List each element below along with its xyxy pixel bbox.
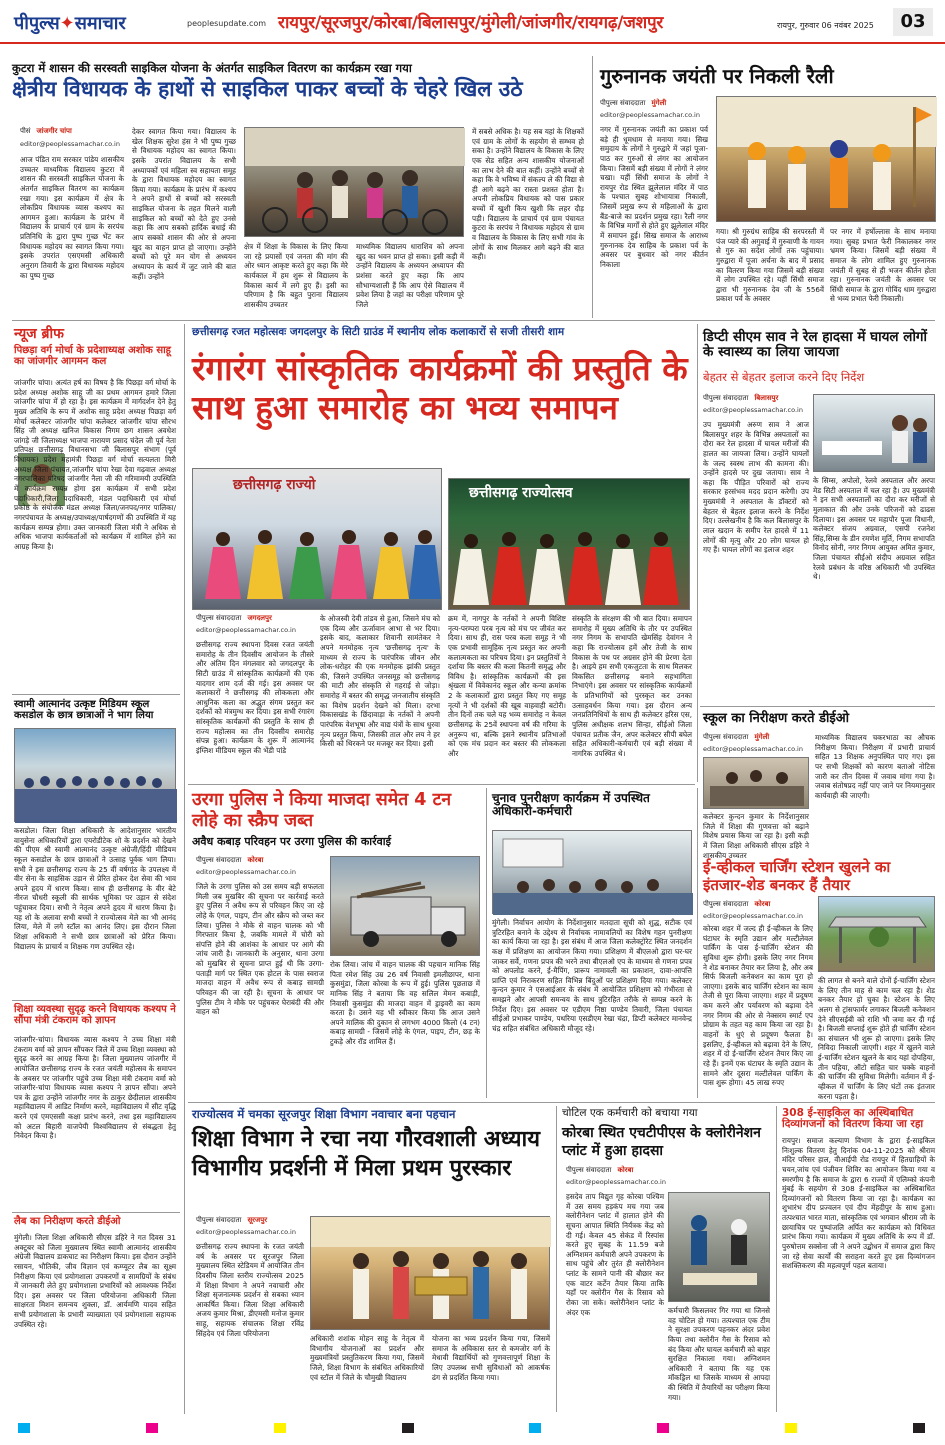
guru-headline: गुरुनानक जयंती पर निकली रैली <box>600 64 834 88</box>
cycle-photo-art <box>245 128 465 238</box>
cycle-headline: क्षेत्रीय विधायक के हाथों से साइकिल पाकर बच्चों के चेहरे खिल उठे <box>12 77 523 102</box>
column-rule <box>184 324 185 1414</box>
cycle-byline <box>20 127 72 136</box>
guru-col-1: नगर में गुरुनानक जयंती का प्रकाश पर्व बड़े ही धूमधाम से मनाया गया। सिख समुदाय के लोगों ने गुरुद्वारे में जहां पूजा-पाठ कर गुरुओं से लंगर का आयोजन किया। जिसमें बड़ी संख्या में लोगों ने लंगर चखा। यहीं सिंधी समाज के लोगों ने रायपुर रोड स्थित झूलेलाल मंदिर में पाठ के पश्चात सुबह शोभायात्रा निकाली, जिसमें प्रमुख रूप से महिलाओं के द्वारा बैंड-बाजे का प्रदर्शन प्रमुख रहा। रैली नगर के विभिन्न मार्गों से होते हुए झूलेलाल मंदिर में समापन हुई। सिख समाज के आराध्य गुरुनानक देव साहिब के प्रकाश पर्व के अवसर पर बुधवार को नगर कीर्तन निकाला <box>600 125 708 269</box>
ev-col-1: कोरबा शहर में जल्द ही ई-व्हीकल के लिए घंटाघर के स्मृति उद्यान और मल्टीलेवल पार्किंग के पास ई-चार्जिंग स्टेशन की सुविधा शुरू होगी। इसके लिए नगर निगम ने शेड बनाकर तैयार कर लिया है, और अब सिर्फ बिजली कनेक्शन का काम पूरा हो जाएगा। इसके बाद चार्जिंग स्टेशन का काम तेजी से पूरा किया जाएगा। शहर में प्रदूषण कम करने और पर्यावरण को बढ़ावा देने नगर निगम की ओर से नेक्सरम स्मार्ट एप प्रोग्राम के तहत यह काम किया जा रहा है। वाहनों के धुएं से प्रदूषण फैलता है। इसलिए, ई-व्हीकल को बढ़ावा देने के लिए, शहर में दो ई-चार्जिंग स्टेशन तैयार किए जा रहे हैं। इनमें एक घंटाघर के स्मृति उद्यान के सामने और दूसरा मल्टीलेवल पार्किंग के पास शुरू होगा। 45 लाख रुपए <box>703 924 813 1088</box>
scrap-photo <box>330 856 480 956</box>
section-rule <box>700 706 935 707</box>
guru-byline <box>600 99 666 108</box>
dycm-email: editor@peoplessamachar.co.in <box>703 406 803 414</box>
school-byline-city: मुंगेली <box>754 733 770 741</box>
charging-shed-art <box>819 897 936 973</box>
election-headline: चुनाव पुनरीक्षण कार्यक्रम में उपस्थित अधिकारी-कर्मचारी <box>492 791 650 818</box>
brief-item-body: मुंगेली। जिला शिक्षा अधिकारी सीएस डहिरे ने गत दिवस 31 अक्टूबर को जिला मुख्यालय स्थित स्वामी आत्मानंद शासकीय अंग्रेजी विद्यालय डाकघाट का निरीक्षण किया। इस दौरान उन्होंने रसायन, भौतिकी, जीव विज्ञान एवं कम्प्यूटर लैब का सूक्ष्म निरीक्षण किया एवं प्रयोगशाला उपकरणों व सामग्रियों के संबंध में जानकारी लेते हुए प्रयोगशाला प्रभारियों को आवश्यक निर्देश दिए। इस अवसर पर जिला परियोजना अधिकारी जिला साक्षरता मिशन समन्वय शुक्ला, डॉ. आर्यमणि यादव सहित सभी प्रयोगशाला के प्रभारी व्याख्याता एवं प्रयोगशाला सहायक उपस्थित रहे। <box>14 1233 176 1329</box>
utsav-col-1: छत्तीसगढ़ राज्य स्थापना दिवस रजत जयंती समारोह के तीन दिवसीय आयोजन के तीसरे और अंतिम दिन मंगलवार को जगदलपुर के सिटी ग्राउंड में सांस्कृतिक कार्यक्रमों की एक यादगार शाम दर्ज की गई। इस अवसर पर कलाकारों ने छत्तीसगढ़ की लोककला और आधुनिक कला का अद्भुत संगम प्रस्तुत कर दर्शकों को मंत्रमुग्ध कर दिया। इस सभी रंगारंग सांस्कृतिक कार्यक्रमों की प्रस्तुति के साथ ही राज्य महोत्सव का तीन दिवसीय समारोह संपन्न हुआ। कार्यक्रम के शुरू में आत्मानंद इंग्लिश मीडियम स्कूल की भेंडी पांडे <box>196 640 314 756</box>
brief-students-photo <box>14 728 176 822</box>
cycle-byline-city: जांजगीर चांपा <box>36 127 72 135</box>
website-link[interactable]: peoplesupdate.com <box>187 19 267 28</box>
brief-item-body: कसडोल। जिला शिक्षा अधिकारी के आदेशानुसार भारतीय वायुसेना अधिकारियों द्वारा एयरोडीटेक शो के प्रदर्शन को देखने की पीएम श्री स्वामी आत्मानंद उत्कृष्ट अंग्रेजी/हिंदी मीडियम स्कूल कसडोल के छात्र छात्राओं ने उत्साह पूर्वक भाग लिया। सभी ने इस छत्तीसगढ़ राज्य के 25 वीं वर्षगांठ के उपलक्ष्य में वीर सेना के साहसिक उड़ान से प्रेरित होकर देश सेवा की भाव अपने हृदय में धारण किया। साथ ही छत्तीसगढ़ के वीर बेटे नीरज चौधरी स्कूली की सार्थक भूमिका पर उड़ान से संदेश पहुंचाकर दिया। सभी ने नेतृत्व अपने हृदय में धारण किया है। यह शो के अलावा सभी बच्चों ने राज्योत्सव मेले का भी आनंद लिया, मेले में लगे स्टॉल का आनंद लिए। इस दौरान जिला शिक्षा अधिकारी ने सभी छात्र छात्राओं को प्रेरित किया। विद्यालय के प्राचार्य व शिक्षक गण उपस्थित रहे। <box>14 826 176 951</box>
school-byline-name: पीपुल्स संवाददाता <box>703 733 749 741</box>
page-number: 03 <box>893 8 933 36</box>
brief-rule <box>12 1212 180 1213</box>
utsav-col-4: संस्कृति के संरक्षण की भी बात दिया। समापन समारोह में मुख्य अतिथि के तौर पर उपस्थित नगर निगम के सभापति खेमसिंह देवांगन ने कहा कि राज्योत्सव हमें और तेजी के साथ विकास के पथ पर अग्रसर होने की प्रेरणा देता है। आइये हम सभी एकजुटता के साथ मिलकर विकसित छत्तीसगढ़ बनाने सहभागिता निभाएंगे। इस अवसर पर सांस्कृतिक कार्यक्रमों के प्रतिभागियों को पुरस्कृत कर उनका उत्साहवर्धन किया गया। इस दौरान अन्य जनप्रतिनिधियों के साथ ही कलेक्टर हरिस एस, पुलिस अधीक्षक शलभ सिन्हा, सीईओ जिला पंचायत प्रतीक जैन, अपर कलेक्टर सीपी बघेल सहित अधिकारी-कर्मचारी एवं बड़ी संख्या में नागरिक उपस्थित थे। <box>572 614 692 758</box>
expo-col-1: छत्तीसगढ़ राज्य स्थापना के रजत जयंती वर्ष के अवसर पर सूरजपुर जिला मुख्यालय स्थित स्टेडियम में आयोजित तीन दिवसीय जिला स्तरीय राज्योत्सव 2025 में शिक्षा विभाग ने अपने नवाचारी और शिक्षा सृजनात्मक प्रदर्शन से सबका ध्यान आकर्षित किया। जिला शिक्षा अधिकारी अजय कुमार मिश्रा, डीएमसी मनोज कुमार साहू, सहायक संचालक शिक्षा रविंद्र सिंहदेव एवं जिला परियोजना <box>196 1242 304 1338</box>
scrap-subhead: अवैध कबाड़ परिवहन पर उरगा पुलिस की कार्रवाई <box>192 835 391 848</box>
chlorine-byline-name: पीपुल्स संवाददाता <box>566 1166 612 1174</box>
brand-logo <box>14 11 126 35</box>
registration-strip <box>18 1423 927 1433</box>
cycle-photo <box>244 127 464 237</box>
dycm-headline: डिप्टी सीएम साव ने रेल हादसा में घायल लोगों के स्वास्थ्य का लिया जायजा <box>703 329 928 360</box>
dycm-byline-name: पीपुल्स संवाददाता <box>703 394 749 402</box>
expo-kicker: राज्योत्सव में चमका सूरजपुर शिक्षा विभाग नवाचार बना पहचान <box>192 1107 456 1121</box>
dycm-subhead: बेहतर से बेहतर इलाज करने दिए निर्देश <box>703 370 865 384</box>
election-col-1: मुंगेली। निर्वाचन आयोग के निर्देशानुसार मतदाता सूची को शुद्ध, सटीक एवं त्रुटिरहित बनाने के उद्देश्य से निर्वाचक नामावलियों का विशेष गहन पुनरीक्षण का कार्य किया जा रहा है। इस संबंध में आज जिला कलेक्ट्रोरेट स्थित जनदर्शन कक्ष में प्रशिक्षण का आयोजन किया गया। प्रशिक्षण में बीएलओ द्वारा घर-घर जाकर सर्वे, गणना प्रपत्र की भरने तथा बीएलओ एप के माध्यम से गणना प्रपत्र को अपलोड करने, ई-मैपिंग, प्रारूप नामावली का प्रकाशन, दावा-आपत्ति प्राप्ति एवं निराकरण सहित विभिन्न बिंदुओं पर प्रशिक्षण दिया गया। कलेक्टर कुन्दन कुमार ने एसआईआर के संबंध में आयोजित प्रशिक्षण को गंभीरता से समझने और आपसी समन्वय के साथ त्रुटिरहित तरीके से सम्पन्न करने के निर्देश दिए। इस अवसर पर एडीएम निष्ठा पाण्डेय तिवारी, जिला पंचायत सीईओ प्रभाकर पाण्डेय, पथरिया एसडीएम रेखा चंद्रा, डिप्टी कलेक्टर मानवेन्द्र चंद्र सहित संबंधित अधिकारी मौजूद रहे। <box>492 918 692 1034</box>
masthead <box>0 0 945 44</box>
cycle-col-1: आज पंडित राम सरकार पांडेय शासकीय उच्चतर माध्यमिक विद्यालय कुटरा में शासन की सरस्वती साइकिल योजना के अंतर्गत साइकिल वितरण का कार्यक्रम रखा गया। इस कार्यक्रम में क्षेत्र के लोकप्रिय विधायक व्यास कश्यप का आगमन हुआ। कार्यक्रम के प्रारंभ में विद्यालय के प्राचार्य एवं ग्राम के सरपंच प्रतिनिधि के द्वारा पुष्प गुच्छ भेंट कर विधायक महोदय का स्वागत किया गया। इसके उपरांत एसएमसी अधिकारी अनुराग तिवारी के द्वारा विधायक महोदय का पुष्प गुच्छ <box>20 155 124 280</box>
magenta-swatch <box>146 1423 158 1433</box>
section-rule <box>12 320 935 321</box>
dycm-byline-city: बिलासपुर <box>754 394 779 402</box>
expo-email: editor@peoplessamachar.co.in <box>196 1228 296 1236</box>
utsav-kicker: छत्तीसगढ़ रजत महोत्सवः जगदलपुर के सिटी ग्राउंड में स्थानीय लोक कलाकारों से सजी तीसरी शाम <box>192 326 565 338</box>
brief-item-body: जांजगीर चांपा। अत्यंत हर्ष का विषय है कि पिछड़ा वर्ग मोर्चा के प्रदेश अध्यक्ष अशोक साहू जी का प्रथम आगमन हमारे जिला जांजगीर चांपा में हो रहा है। इस कार्यक्रम में मार्गदर्शन देने हेतु मुख्य अतिथि के रूप में अशोक साहू प्रदेश अध्यक्ष पिछड़ा वर्ग मोर्चा कलेक्टर जांजगीर चांपा कलेक्टर जांजगीर चांपा सौरभ सिंह जी अध्यक्ष खनिज विकास निगम छग शासन अवधेश जांगड़े जी जिलाध्यक्ष भाजपा नारायण प्रसाद चंदेल जी पूर्व नेता प्रतिपक्ष छत्तीसगढ़ विधानसभा जी बिलासपुर संभाग (पूर्व विधायक) प्रदेश महामंत्री पिछड़ा वर्ग मोर्चा सत्यलता मिरी अध्यक्ष जिला पंचायत,जांजगीर चांपा रेखा देवा गढ़वाल अध्यक्ष नगरपालिका परिषद जांजगीर नैला जी की गरिमामयी उपस्थिति में कार्यक्रम सम्पन्न होगा इस कार्यक्रम में सभी प्रदेश पदाधिकारी,जिला पदाधिकारी, मंडल पदाधिकारी एवं मोर्चा प्रकोष्ठ के संयोजक मंडल अध्यक्ष जिला/जनपद/नगर पालिका/नगरपंचायत के अध्यक्ष/उपाध्यक्ष/पार्षदगणों की उपस्थिति में यह कार्यक्रम सम्पन्न होगा। उक्त जानकारी जिला मंत्री ने अधिक से अधिक भाजपा कार्यकर्ताओं को कार्यक्रम में शामिल होने का आग्रह किया है। <box>14 378 176 551</box>
guru-email: editor@peoplessamachar.co.in <box>600 111 700 119</box>
utsav-photo-left <box>192 468 442 610</box>
column-rule <box>592 56 593 318</box>
utsav-col-3: क्रम में, नागपुर के नर्तकों ने अपनी विशिष्ट नृत्य-परम्परा परब नृत्य को मंच पर जीवंत कर दिया। साथ ही, रास परब कला समूह ने भी एक प्रभावी सामूहिक नृत्य प्रस्तुत कर अपनी कलात्मकता का परिचय दिया। इन प्रस्तुतियों ने दर्शाया कि बस्तर की कला कितनी समृद्ध और विविध है। सांस्कृतिक कार्यक्रमों की इस श्रृंखला में विवेकानंद स्कूल और कन्या क्रमांक 2 के कलाकारों द्वारा प्रस्तुत किए गए समूह नृत्यों ने भी दर्शकों की खूब वाहवाही बटोरी। तीन दिनों तक चले यह भव्य समारोह न केवल छत्तीसगढ़ के 25वें स्थापना वर्ष की गरिमा के अनुरूप था, बल्कि इसने स्थानीय प्रतिभाओं को एक मंच प्रदान कर बस्तर की लोककला और <box>448 614 566 758</box>
scrap-email: editor@peoplessamachar.co.in <box>196 868 296 876</box>
column-rule <box>556 1106 557 1412</box>
guru-photo-art <box>717 97 937 223</box>
utsav-banner-left: छत्तीसगढ़ राज्यो <box>233 477 316 493</box>
cycle308-col-1: रायपुर। समाज कल्याण विभाग के द्वारा ई-साइकिल निःशुल्क वितरण हेतु दिनांक 04-11-2025 को श्रीराम मंदिर परिसर हाल, वीआईपी रोड रायपुर में हितग्राहियों के चयन,जांच एवं पंजीयन शिविर का आयोजन किया गया व स्मरणीय है कि समाज के द्वारा 6 राज्यों में एलिम्को कंपनी मुंबई के सहयोग से 308 ई-साइकिल का अस्थिबाधित दिव्यांगजनों को वितरण किया जा रहा है। कार्यक्रम का शुभारंभ दीप प्रज्वलन एवं दीप मेंहदीपुर के साथ हुआ। तत्पश्चात भारत माता, सांस्कृतिक एवं भगवान श्रीराम जी के छायाचित्र पर पुष्पांजलि अर्पित कर कार्यक्रम को विधिवत प्रारंभ किया गया। कार्यक्रम में मुख्य अतिथि के रूप में डॉ. पुरुषोत्तम सक्सेना जी ने अपने उद्बोधन में समाज द्वारा किए जा रहे सेवा कार्यों की सराहना करते हुए इस दिव्यांगजन सशक्तिकरण की महत्वपूर्ण पहल बताया। <box>782 1136 935 1271</box>
scrap-col-2: रोक लिया। जांच में वाहन चालक की पहचान मानिक सिंह पिता रमेश सिंह उम्र 26 वर्ष निवासी इमलीछापर, थाना कुसमुंडा, जिला कोरबा के रूप में हुई। पुलिस पूछताछ में मानिक सिंह ने बताया कि वह सलिल मेमन कबाड़ी, निवासी कुसमुंडा की माजदा वाहन में ड्राइवरी का काम करता है। उसने यह भी स्वीकार किया कि आज उसने अपने मालिक की दुकान से लगभग 4000 किलो (4 टन) कबाड़ सामग्री - जिसमें लोहे के एंगल, पाइप, टीन, छड़ के टुकड़े और रॉड शामिल हैं। <box>330 960 480 1047</box>
school-col-2: माध्यमिक विद्यालय चकरभाठा का औचक निरीक्षण किया। निरीक्षण में प्रभारी प्राचार्य सहित 13 शिक्षक अनुपस्थित पाए गए। इस पर सभी शिक्षकों को कारण बताओ नोटिस जारी कर तीन दिवस में जवाब मांगा गया है। जवाब संतोषप्रद नहीं पाए जाने पर नियमानुसार कार्यवाही की जाएगी। <box>815 733 935 800</box>
brief-item-title: स्वामी आत्मानंद उत्कृष्ट मिडियम स्कूल कसडोल के छात्र छात्राओं ने भाग लिया <box>14 699 154 721</box>
black-swatch <box>402 1423 414 1433</box>
column-rule <box>776 1106 777 1412</box>
chlorine-byline <box>566 1166 633 1175</box>
column-rule <box>486 788 487 1098</box>
ev-photo <box>818 896 935 972</box>
chlorine-email: editor@peoplessamachar.co.in <box>566 1178 666 1186</box>
cycle-kicker: कुटरा में शासन की सरस्वती साइकिल योजना के अंतर्गत साइकिल वितरण का कार्यक्रम रखा गया <box>12 61 412 75</box>
utsav-byline-name: पीपुल्स संवाददाता <box>196 614 242 622</box>
cycle308-headline: 308 ई-साइकिल का अस्थिबाधित दिव्यांगजनों को वितरण किया जा रहा <box>782 1107 924 1131</box>
guru-byline-city: मुंगेली <box>651 99 667 107</box>
cycle-story <box>12 62 590 101</box>
black-swatch <box>913 1423 925 1433</box>
brief-item-title: पिछड़ा वर्ग मोर्चा के प्रदेशाध्यक्ष अशोक साहू का जांजगीर आगमन कल <box>14 345 171 367</box>
ev-col-2: की लागत से बनने वाले दोनों ई-चार्जिंग स्टेशन के लिए तीन माह से काम चल रहा है। शेड बनकर तैयार हो चुका है। स्टेशन के लिए अलग से ट्रांसफार्मर लगाकर बिजली कनेक्शन देने सीएसईबी को राशि भी जमा कर दी गई है। बिजली सप्लाई शुरू होते ही चार्जिंग स्टेशन का संचालन भी शुरू हो जाएगा। इसके लिए निविदा निकाली जाएगी। शहर में खुलने वाले ई-चार्जिंग स्टेशन खुलने के बाद यहां दोपहिया, तीन पहिया, ऑटो सहित चार चक्के वाहनों की चार्जिंग की सुविधा मिलेगी। वर्तमान में ई-व्हीकल में चार्जिंग के लिए घंटों तक इंतजार करना पड़ता है। <box>818 976 935 1101</box>
utsav-email: editor@peoplessamachar.co.in <box>196 626 296 634</box>
brief-item-body: जांजगीर-चांपा। विधायक व्यास कश्यप ने उच्च शिक्षा मंत्री टंकराम वर्मा को ज्ञापन सौंपकर जिले में उच्च शिक्षा व्यवस्था को सुदृढ़ करने का आग्रह किया है। जिला मुख्यालय जांजगीर में आयोजित छत्तीसगढ़ राज्य के रजत जयंती महोत्सव के समापन के अवसर पर जांजगीर पहुंचे उच्च शिक्षा मंत्री टंकराम वर्मा को जांजगीर-चांपा विधायक व्यास कश्यप ने ज्ञापन सौंपा। अपने पत्र के द्वारा उन्होंने जांजगीर नगर के ठाकुर छेदीलाल शासकीय महाविद्यालय में आडिट निर्माण करने, महाविद्यालय में सीट वृद्धि करने एवं एमएससी कक्षा प्रारंभ करने, तथा इस महाविद्यालय को अटल बिहारी वाजपेयी विश्वविद्यालय से संबद्धता हेतु निवेदन किया है। <box>14 1035 176 1141</box>
school-col-1: कलेक्टर कुन्दन कुमार के निर्देशानुसार जिले में शिक्षा की गुणवत्ता को बढ़ाने विशेष प्रयास किया जा रहा है। इसी कड़ी में जिला शिक्षा अधिकारी सीएस डहिरे ने शासकीय उच्चतर <box>703 812 809 860</box>
utsav-byline <box>196 614 272 623</box>
brief-tag: न्यूज ब्रीफ <box>14 326 64 342</box>
guru-photo <box>716 96 936 222</box>
ev-headline: ई-व्हीकल चार्जिंग स्टेशन खुलने का इंतजार-शेड बनकर हैं तैयार <box>703 858 891 894</box>
cycle-col-5: में सबसे अधिक है। यह सब यहां के शिक्षकों एवं ग्राम के लोगों के सहयोग से सम्भव हो सका है। उन्होंने विद्यालय के विकास के लिए एक सेड सहित अन्य शासकीय योजनाओं का लाभ देने की बात कहीं। उन्होंने बच्चों से कहा कि वे भविष्य में संकल्प ले की विद्या से ही आगे बढ़ने का रास्ता प्रशस्त होता है। अपनी लोकप्रिय विधायक को पास प्रकार बच्चों में खुशी किय खुशी कि लहर दौड़ पड़ी। विद्यालय के प्राचार्य एवं ग्राम पंचायत कुटरा के सरपंच ने विधायक महोदय से ग्राम व विद्यालय के विकास के लिए सभी गांव के लोगों के साथ मिलकर आगे बढ़ने की बात कही। <box>472 127 584 262</box>
scrap-byline <box>196 856 263 865</box>
brand-part-b: समाचार <box>74 13 126 34</box>
dancers-art-right <box>449 515 691 611</box>
brief-item-title: लैब का निरीक्षण करते डीईओ <box>14 1216 121 1227</box>
school-photo-art <box>704 758 810 810</box>
guru-col-3: पर नगर में हर्षोल्लास के साथ मनाया गया। सुबह प्रभात फेरी निकालकर नगर भ्रमण किया। जिसमें बड़ी संख्या में समाज के लोग शामिल हुए गुरुनानक जयंती में सुबह से ही भजन कीर्तन होता रहा। गुरुनानक जयंती के अवसर पर सिंधी समाज के द्वारा गोविंद धाम गुरुद्वारा से भव्य प्रभात फेरी निकाली। <box>830 227 936 304</box>
expo-byline-city: सूरजपुर <box>247 1216 268 1224</box>
expo-byline <box>196 1216 267 1225</box>
expo-byline-name: पीपुल्स संवाददाता <box>196 1216 242 1224</box>
brand-part-a: पीपुल्स <box>14 13 60 34</box>
dycm-col-1: उप मुख्यमंत्री अरुण साव ने आज बिलासपुर शहर के विभिन्न अस्पतालों का दौरा कर रेल हादसा में घायल मरीजों की हालत का जायजा लिया। उन्होंने घायलों के जल्द स्वस्थ लाभ की कामना की। उन्होंने हादसे पर दुख जताया। साव ने कहा कि पीड़ित परिवारों को राज्य सरकार हरसंभव मदद प्रदान करेगी। उप मुख्यमंत्री ने अस्पताल के डॉक्टरों को बेहतर से बेहतर इलाज करने के निर्देश दिए। उल्लेखनीय है कि कल बिलासपुर के लाल खदान के समीप रेल हादसे में 11 लोगों की मृत्यु और 20 लोग घायल हो गए हैं। घायल लोगों का इलाज शहर <box>703 420 809 555</box>
yellow-swatch <box>785 1423 797 1433</box>
spark-icon: ✦ <box>59 13 75 34</box>
rescue-photo-art <box>669 1193 771 1303</box>
scrap-byline-city: कोरबा <box>247 856 264 864</box>
scrap-col-1: जिले के उरगा पुलिस को उस समय बड़ी सफलता मिली जब मुखबिर की सूचना पर कार्रवाई करते हुए पुलिस ने अवैध रूप से परिवहन किए जा रहे लोहे के एंगल, पाइप, टीन और स्क्रैप को जब्त कर लिया। पुलिस ने मौके से वाहन चालक को भी गिरफ्तार किया है, जबकि मामले में चोरी को संपत्ति होने की आशंका के आधार पर आगे की जांच जारी है। जानकारी के अनुसार, थाना उरगा को मुखबिर से सूचना प्राप्त हुई थी कि उरगा-पताड़ी मार्ग पर स्थित एक होटल के पास स्वराज माजदा वाहन में अवैध रूप से कबाड़ सामग्री परिवहन की जा रही है। सूचना के आधार पर पुलिस टीम ने मौके पर पहुंचकर घेराबंदी की और वाहन को <box>196 882 324 1017</box>
dancers-art-left <box>193 509 443 611</box>
utsav-col-2: के ओजस्वी देवी तांडव से हुआ, जिसने मंच को एक दिव्य और ऊर्जावान आभा से भर दिया। इसके बाद, कलाकार शिवानी सामंतेकर ने अपने मनमोहक नृत्य 'छत्तीसगढ़ नृत्य' के माध्यम से राज्य के पारंपरिक जीवन और लोक-धरोहर की एक मनमोहक झांकी प्रस्तुत की, जिसने उपस्थित जनसमूह को छत्तीसगढ़ की माटी और संस्कृति से गहराई से जोड़ा। समारोह में बस्तर की समृद्ध जनजातीय संस्कृति का विशेष प्रदर्शन देखने को मिला। दरभा विकासखंड के छिंदावाड़ा के नर्तकों ने अपनी पारंपरिक वेशभूषा और वाद्य यंत्रों के साथ धुरवा नृत्य प्रस्तुत किया, जिसकी ताल और लय ने हर किसी को थिरकने पर मजबूर कर दिया। इसी <box>320 614 440 749</box>
school-email: editor@peoplessamachar.co.in <box>703 745 803 753</box>
cycle-byline-name: पीसं <box>20 127 31 135</box>
school-headline: स्कूल का निरीक्षण करते डीईओ <box>703 711 850 726</box>
cycle-email: editor@peoplessamachar.co.in <box>20 140 120 148</box>
ev-byline-city: कोरबा <box>754 900 771 908</box>
truck-photo-art <box>331 857 481 957</box>
school-byline <box>703 733 769 742</box>
section-rule <box>188 784 695 785</box>
ev-byline <box>703 900 770 909</box>
brief-item-title: शिक्षा व्यवस्था सुदृढ़ करने विधायक कश्यप ने सौंपा मंत्री टंकराम को ज्ञापन <box>14 1004 176 1026</box>
cycle-col-3: क्षेत्र में शिक्षा के विकास के लिए किया जा रहे प्रयासों एवं जनता की मांग की ओर ध्यान आकृष्ट करते हुए कहा कि मेरे कार्यकाल में हम शुरू से विद्यालय के विकास कार्य में लगे हुए हैं। इसी का परिणाम है कि बहुत पुराना विद्यालय शासकीय उच्चतर <box>244 242 348 309</box>
utsav-banner-right: छत्तीसगढ़ राज्योत्सव <box>469 485 573 501</box>
cycle-col-4: माध्यमिक विद्यालय धाराशिव को अपना खुद का भवन प्राप्त हो सका। इसी कड़ी में उन्होंने विद्यालय के अध्ययन अध्यापन की प्रशंसा करते हुए कहा कि आप सौभाग्यशाली हैं कि आप ऐसे विद्यालय में प्रवेश लिया है जहां का परीक्षा परिणाम पूरे जिले <box>356 242 464 309</box>
guru-col-2: गया। श्री गुरुग्रंथ साहिब की सरपरस्ती में पंज प्यारे की अगुवाई में गुरुवाणी के गायन से गुरु का सदेश लोगों तक पहुंचाया। गुरुद्वारा में पूजा अर्चना के बाद में प्रसाद का वितरण किया गया जिसमें बड़ी संख्या में लोग उपस्थित रहे। यहीं सिंधी समाज द्वारा भी गुरुनानक देव जी के 556वें प्रकाश पर्व के अवसर <box>716 227 824 304</box>
expo-col-2: अधिकारी शशांक मोहन साहू के नेतृत्व में विभागीय योजनाओं का प्रदर्शन और मुख्यमंत्रियों प्रस्तुतिकरण किया गया, जिसमें जिले, शिक्षा विभाग के संबंधित अधिकारियों एवं स्टॉल में जिले के चौमुखी विद्यालय <box>310 1334 424 1382</box>
scrap-headline: उरगा पुलिस ने किया माजदा समेत 4 टन लोहे का स्क्रैप जब्त <box>192 790 452 831</box>
brief-rule <box>12 1000 180 1001</box>
guru-byline-name: पीपुल्स संवाददाता <box>600 99 646 107</box>
cycle-col-2: देकर स्वागत किया गया। विद्यालय के खेल शिक्षक सुरेश हंस ने भी पुष्प गुच्छ से विधायक महोदय का स्वागत किया। इसके उपरांत विद्यालय के सभी अध्यापकों एवं महिला स्व सहायता समूह के द्वारा विधायक महोदय का स्वागत किया गया। कार्यक्रम के प्रारंभ में कश्यप ने अपने हाथों से बच्चों को सरस्वती साइकिल योजना के तहत मिलने वाली साइकिल को बच्चों को देते हुए उनसे कहा कि आप सबको हार्दिक बधाई की आप सबको शासन की ओर से अपना खुद का वाहन प्राप्त हो जाएगा। उन्होंने बच्चों को पूरे मन योग से अध्ययन अध्यापन के कार्य में जुट जाने की बात कहीं। उन्होंने <box>132 127 236 281</box>
election-photo <box>492 830 692 914</box>
chlorine-col-1: हसदेव ताप विद्युत गृह कोरबा पश्चिम में उस समय हड़कंप मच गया जब क्लोरीनेशन प्लांट में हालात होने की सूचना आपात स्थिति निर्यंत्रक केंद्र को दी गई। केवल 45 सेकंड में रिस्पांस करते हुए सुबह के 11.59 बजे अग्निशमन कर्मचारी अपने उपकरण के साथ पहुंचे और तुरंत ही क्लोरीनेशन प्लांट के सामने पानी की बौछार कर एक वाटर कर्टेन तैयार किया ताकि यहाँ पर क्लोरीन गैस के रिसाव को रोका जा सके। क्लोरीनेशन प्लांट के अंदर एक <box>566 1192 664 1317</box>
ev-byline-name: पीपुल्स संवाददाता <box>703 900 749 908</box>
chlorine-kicker: चोटिल एक कर्मचारी को बचाया गया <box>562 1107 698 1119</box>
expo-photo <box>310 1216 550 1330</box>
award-photo-art <box>311 1217 551 1331</box>
dycm-photo <box>813 394 935 472</box>
chlorine-col-2: कर्मचारी किसलवर गिर गया था जिनसे वह चोटिल हो गया। तत्पश्चात एक टीम ने सुरक्षा उपकरण पहनकर अंदर प्रवेश किया तथा क्लोरीन गैस के रिसाव को बंद किया और घायल कर्मचारी को बाहर सुरक्षित निकाला गया। अग्निशमन अधिकारी ने बताया कि यह एक मॉकड्रिल था जिसके माध्यम से आपदा की स्थिति में तैयारियों का परीक्षण किया गया। <box>668 1306 770 1402</box>
cyan-swatch <box>18 1423 30 1433</box>
chlorine-photo <box>668 1192 770 1302</box>
utsav-byline-city: जगदलपुर <box>247 614 272 622</box>
dycm-byline <box>703 394 778 403</box>
meeting-photo-art <box>493 831 693 915</box>
section-rule <box>188 1102 935 1103</box>
students-photo-art <box>15 729 177 823</box>
chlorine-byline-city: कोरबा <box>617 1166 634 1174</box>
chlorine-headline: कोरबा स्थित एचटीपीएस के क्लोरीनेशन प्लांट में हुआ हादसा <box>562 1125 761 1160</box>
cyan-swatch <box>529 1423 541 1433</box>
scrap-byline-name: पीपुल्स संवाददाता <box>196 856 242 864</box>
utsav-photo-right <box>448 478 690 610</box>
edition-cities: रायपुर/सूरजपुर/कोरबा/बिलासपुर/मुंगेली/जांजगीर/रायगढ़/जशपुर <box>278 13 664 33</box>
issue-date: रायपुर, गुरुवार 06 नवंबर 2025 <box>777 21 874 30</box>
ev-email: editor@peoplessamachar.co.in <box>703 912 803 920</box>
column-rule <box>697 324 698 782</box>
yellow-swatch <box>274 1423 286 1433</box>
magenta-swatch <box>657 1423 669 1433</box>
dycm-col-2: के सिम्स, अपोलो, रेलवे अस्पताल और अरपा मेड सिटी अस्पताल में चल रहा है। उप मुख्यमंत्री ने इन सभी अस्पतालों का दौरा कर मरीजों से मुलाकात की और उनके परिजनों को ढाढस दिलाया। इस अवसर पर महापौर पूजा विधानी, कलेक्टर संजय अग्रवाल, एसपी रजनेश सिंह,सिम्स के डीन रमणेश मूर्ति, निगम सभापति विनोद सोनी, नगर निगम आयुक्त अमित कुमार, जिला पंचायत सीईओ संदीप अग्रवाल सहित रेलवे प्रबंधन के वरिष्ठ अधिकारी भी उपस्थित थे। <box>813 476 935 582</box>
expo-col-3: योजना का भव्य प्रदर्शन किया गया, जिसमें समाज के अविकास स्तर से कमजोर वर्ग के मेधावी विद्यार्थियों को गुणवत्तापूर्ण शिक्षा के लिए उपलब्ध सभी सुविधाओं को आकर्षक ढंग से प्रदर्शित किया गया। <box>432 1334 550 1382</box>
column-rule <box>697 788 698 1098</box>
hospital-photo-art <box>814 395 936 473</box>
school-photo <box>703 757 809 809</box>
utsav-headline: रंगारंग सांस्कृतिक कार्यक्रमों की प्रस्तुति के साथ हुआ समारोह का भव्य समापन <box>192 349 688 427</box>
expo-headline: शिक्षा विभाग ने रचा नया गौरवशाली अध्याय विभागीय प्रदर्शनी में मिला प्रथम पुरस्कार <box>192 1127 540 1181</box>
brief-rule <box>12 694 180 695</box>
